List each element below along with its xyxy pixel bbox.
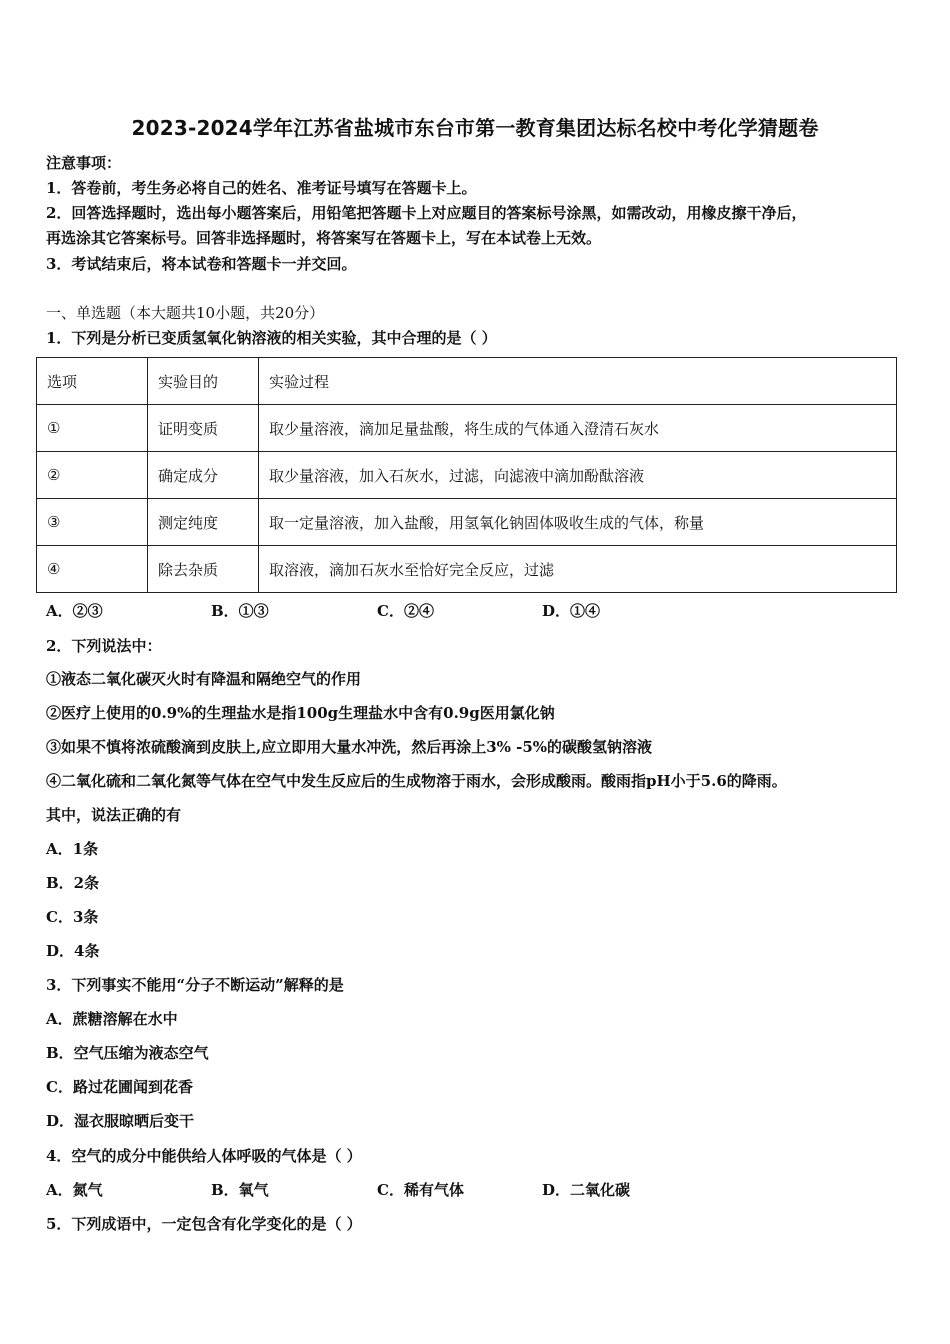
table-cell: ②: [37, 452, 148, 499]
question-4-option-a[interactable]: A．氮气: [46, 1181, 103, 1199]
question-3-option-a[interactable]: A．蔗糖溶解在水中: [46, 1010, 178, 1028]
table-cell: 确定成分: [148, 452, 259, 499]
table-cell: 取少量溶液，滴加足量盐酸，将生成的气体通入澄清石灰水: [259, 405, 897, 452]
question-2-stem: 2．下列说法中：: [46, 637, 162, 655]
table-cell: ④: [37, 546, 148, 593]
question-1-option-c[interactable]: C．②④: [377, 602, 434, 620]
question-4-option-d[interactable]: D．二氧化碳: [542, 1181, 631, 1199]
question-2-statement: ②医疗上使用的0.9%的生理盐水是指100g生理盐水中含有0.9g医用氯化钠: [46, 704, 555, 722]
question-2-statement: ①液态二氧化碳灭火时有降温和隔绝空气的作用: [46, 670, 362, 688]
question-2-statement: ④二氧化硫和二氧化氮等气体在空气中发生反应后的生成物溶于雨水，会形成酸雨。酸雨指pH小于5.6的降雨。: [46, 772, 787, 790]
question-2-option-c[interactable]: C．3条: [46, 908, 99, 926]
question-5-stem: 5．下列成语中，一定包含有化学变化的是（ ）: [46, 1215, 362, 1233]
question-2-statement: ③如果不慎将浓硫酸滴到皮肤上,应立即用大量水冲洗，然后再涂上3% -5%的碳酸氢钠溶液: [46, 738, 653, 756]
question-3-option-b[interactable]: B．空气压缩为液态空气: [46, 1044, 209, 1062]
table-cell: 取一定量溶液，加入盐酸，用氢氧化钠固体吸收生成的气体，称量: [259, 499, 897, 546]
notice-item: 2．回答选择题时，选出每小题答案后，用铅笔把答题卡上对应题目的答案标号涂黑，如需改动，用橡皮擦干净后，: [46, 204, 807, 222]
question-2-prompt: 其中，说法正确的有: [46, 806, 182, 824]
question-3-stem: 3．下列事实不能用“分子不断运动”解释的是: [46, 976, 344, 994]
page-title: 2023-2024学年江苏省盐城市东台市第一教育集团达标名校中考化学猜题卷: [131, 116, 819, 140]
question-2-option-a[interactable]: A．1条: [46, 840, 99, 858]
notice-item: 1．答卷前，考生务必将自己的姓名、准考证号填写在答题卡上。: [46, 179, 477, 197]
table-row: [37, 452, 897, 499]
section-heading: 一、单选题（本大题共10小题，共20分）: [46, 304, 325, 322]
question-3-option-c[interactable]: C．路过花圃闻到花香: [46, 1078, 193, 1096]
question-4-option-c[interactable]: C．稀有气体: [377, 1181, 464, 1199]
question-1-stem: 1．下列是分析已变质氢氧化钠溶液的相关实验，其中合理的是（ ）: [46, 329, 497, 347]
question-1-option-a[interactable]: A．②③: [46, 602, 103, 620]
question-4-option-b[interactable]: B．氧气: [211, 1181, 269, 1199]
table-row: [37, 499, 897, 546]
question-3-option-d[interactable]: D．湿衣服晾晒后变干: [46, 1112, 195, 1130]
notice-item: 再选涂其它答案标号。回答非选择题时，将答案写在答题卡上，写在本试卷上无效。: [46, 229, 602, 247]
question-1-table: [36, 357, 897, 593]
table-cell: 证明变质: [148, 405, 259, 452]
table-cell: 除去杂质: [148, 546, 259, 593]
table-cell: 取溶液，滴加石灰水至恰好完全反应，过滤: [259, 546, 897, 593]
table-header-cell: 实验目的: [148, 358, 259, 405]
table-cell: 测定纯度: [148, 499, 259, 546]
notice-item: 3．考试结束后，将本试卷和答题卡一并交回。: [46, 255, 357, 273]
question-4-stem: 4．空气的成分中能供给人体呼吸的气体是（ ）: [46, 1147, 362, 1165]
table-header-cell: 实验过程: [259, 358, 897, 405]
question-2-option-d[interactable]: D．4条: [46, 942, 100, 960]
question-1-option-b[interactable]: B．①③: [211, 602, 269, 620]
table-row: [37, 546, 897, 593]
table-cell: 取少量溶液，加入石灰水，过滤，向滤液中滴加酚酞溶液: [259, 452, 897, 499]
table-header-cell: 选项: [37, 358, 148, 405]
question-1-option-d[interactable]: D．①④: [542, 602, 601, 620]
table-cell: ①: [37, 405, 148, 452]
table-cell: ③: [37, 499, 148, 546]
notice-heading: 注意事项：: [46, 154, 122, 172]
table-header-row: [37, 358, 897, 405]
table-row: [37, 405, 897, 452]
question-2-option-b[interactable]: B．2条: [46, 874, 100, 892]
